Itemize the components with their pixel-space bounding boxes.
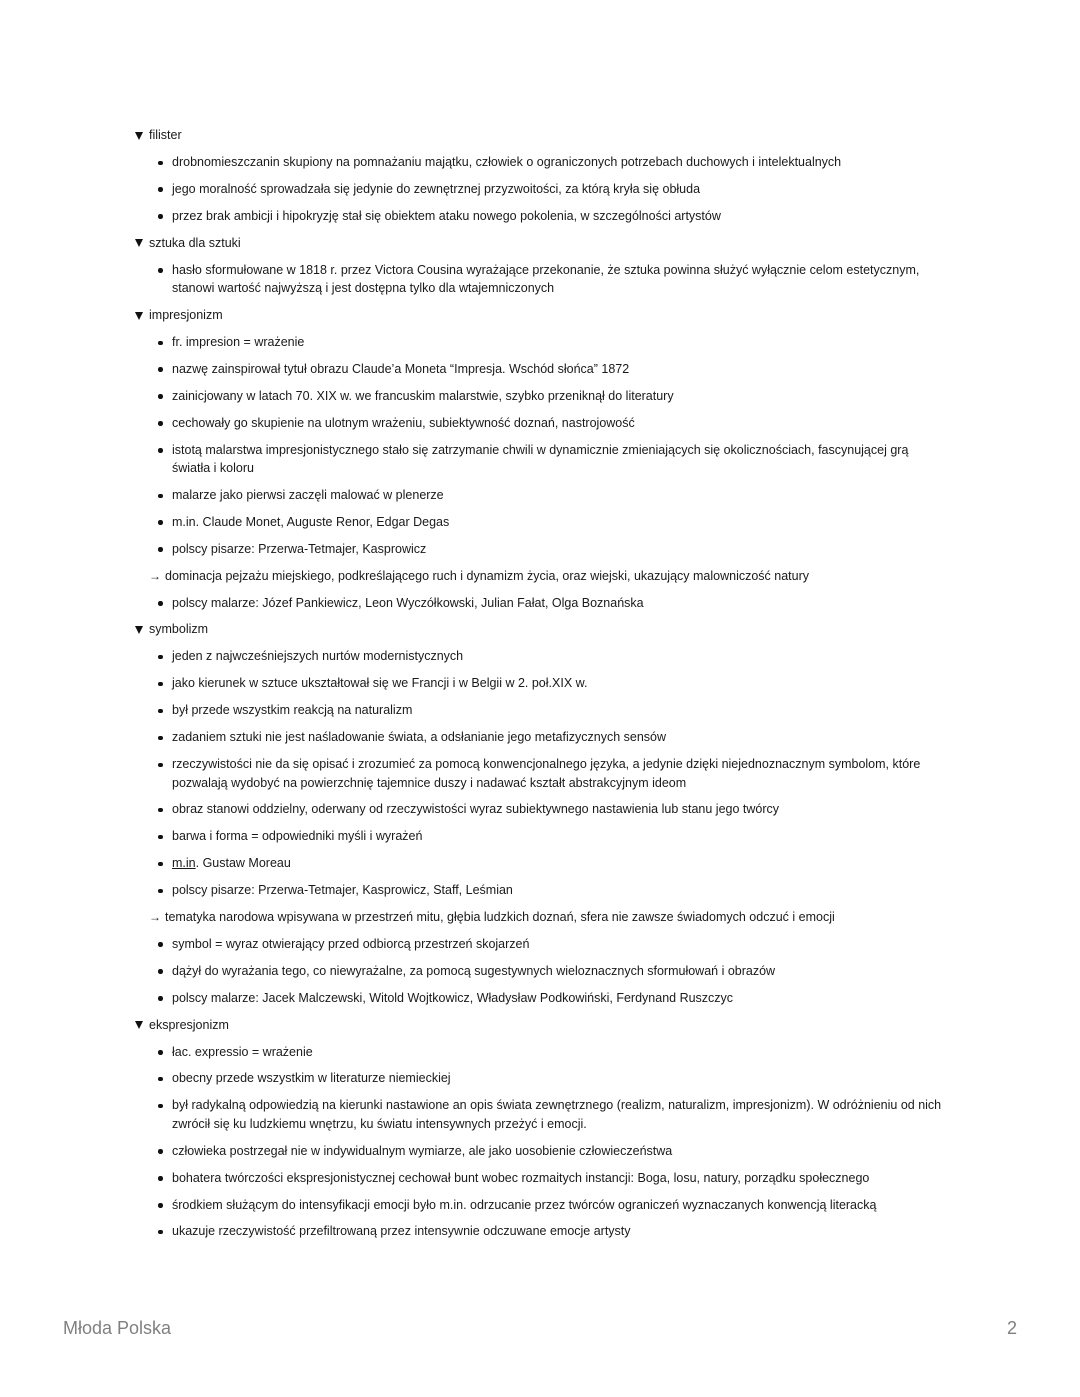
list-item — [135, 153, 950, 172]
list-item — [135, 207, 950, 226]
item-text: polscy malarze: Jacek Malczewski, Witold Wojtkowicz, Władysław Podkowiński, Ferdynand Ruszczyc — [172, 990, 734, 1005]
list-item — [135, 881, 950, 900]
section-filister — [135, 126, 950, 225]
bullet-list — [135, 647, 950, 1007]
item-text: polscy pisarze: Przerwa-Tetmajer, Kasprowicz — [172, 541, 427, 556]
page-number: 2 — [1006, 1318, 1017, 1338]
list-item — [135, 180, 950, 199]
item-text: człowieka postrzegał nie w indywidualnym wymiarze, ale jako uosobienie człowieczeństwa — [172, 1143, 673, 1158]
section-toggle[interactable] — [135, 234, 950, 252]
section-toggle[interactable] — [135, 126, 950, 144]
item-text: symbol = wyraz otwierający przed odbiorcą przestrzeń skojarzeń — [172, 936, 530, 951]
triangle-down-icon[interactable] — [135, 132, 143, 140]
list-item — [135, 540, 950, 559]
item-text: tematyka narodowa wpisywana w przestrzeń mitu, głębia ludzkich doznań, sfera nie zawsze świadomych odczuć i emocji — [165, 909, 835, 924]
section-title: symbolizm — [149, 622, 209, 637]
section-ekspresjonizm — [135, 1016, 950, 1241]
list-item — [135, 647, 950, 666]
list-item — [135, 387, 950, 406]
item-text: drobnomieszczanin skupiony na pomnażaniu majątku, człowiek o ograniczonych potrzebach duchowych i intelektualnych — [172, 155, 842, 169]
list-item — [135, 827, 950, 846]
list-item — [135, 1069, 950, 1088]
list-item — [135, 1169, 950, 1188]
section-toggle[interactable] — [135, 306, 950, 324]
list-item — [135, 486, 950, 505]
arrow-note — [135, 567, 950, 586]
list-item — [135, 594, 950, 613]
list-item — [135, 441, 950, 478]
footer-title: Młoda Polska — [63, 1318, 172, 1338]
item-text: bohatera twórczości ekspresjonistycznej cechował bunt wobec rozmaitych instancji: Boga, losu, natury, porządku społecznego — [172, 1170, 870, 1185]
item-text: polscy malarze: Józef Pankiewicz, Leon Wyczółkowski, Julian Fałat, Olga Boznańska — [172, 595, 644, 610]
list-item — [135, 261, 950, 298]
list-item — [135, 854, 950, 873]
list-item — [135, 1222, 950, 1241]
triangle-down-icon[interactable] — [135, 312, 143, 320]
list-item — [135, 1142, 950, 1161]
item-text: jeden z najwcześniejszych nurtów modernistycznych — [172, 649, 464, 664]
item-text: polscy pisarze: Przerwa-Tetmajer, Kasprowicz, Staff, Leśmian — [172, 883, 513, 898]
item-text: rzeczywistości nie da się opisać i zrozumieć za pomocą konwencjonalnego języka, a jedynie dzięki niejednoznacznym symbolom, które pozwalają wydobyć na powierzchnię tajemnice duszy i nadawać kształt abstrakcyjnym ideom — [172, 757, 921, 790]
item-text: hasło sformułowane w 1818 r. przez Victora Cousina wyrażające przekonanie, że sztuka powinna służyć wyłącznie celom estetycznym, stanowi wartość najwyższą i jest dostępna tylko dla wtajemniczonych — [172, 262, 920, 296]
section-title: ekspresjonizm — [149, 1017, 229, 1032]
item-text: fr. impresion = wrażenie — [172, 335, 305, 350]
item-text: jako kierunek w sztuce ukształtował się we Francji i w Belgii w 2. poł.XIX w. — [172, 676, 588, 691]
item-text: obraz stanowi oddzielny, oderwany od rzeczywistości wyraz subiektywnego nastawienia lub stanu jego twórcy — [172, 802, 780, 817]
item-text: ukazuje rzeczywistość przefiltrowaną przez intensywnie odczuwane emocje artysty — [172, 1224, 631, 1239]
item-text: istotą malarstwa impresjonistycznego stało się zatrzymanie chwili w dynamicznie zmieniających się okolicznościach, fascynującej grą światła i koloru — [172, 442, 909, 476]
triangle-down-icon[interactable] — [135, 239, 143, 247]
list-item — [135, 360, 950, 379]
item-text: zainicjowany w latach 70. XIX w. we francuskim malarstwie, szybko przeniknął do literatury — [172, 388, 674, 403]
bullet-list — [135, 153, 950, 225]
item-text: malarze jako pierwsi zaczęli malować w plenerze — [172, 488, 444, 503]
underlined-text: m.in — [172, 856, 196, 871]
list-item — [135, 800, 950, 819]
item-text: był radykalną odpowiedzią na kierunki nastawione an opis świata zewnętrznego (realizm, naturalizm, impresjonizm). W odróżnieniu od nich zwrócił się ku ludzkiemu wnętrzu, ku światu intensywnych przeżyć i emocji. — [172, 1098, 942, 1131]
list-item — [135, 1096, 950, 1133]
triangle-down-icon[interactable] — [135, 626, 143, 634]
item-text: był przede wszystkim reakcją na naturalizm — [172, 703, 413, 718]
bullet-list — [135, 1043, 950, 1241]
list-item — [135, 935, 950, 954]
section-symbolizm — [135, 620, 950, 1007]
section-toggle[interactable] — [135, 1016, 950, 1034]
arrow-note — [135, 908, 950, 927]
arrow-right-icon: → — [149, 909, 161, 924]
list-item — [135, 962, 950, 981]
document-content — [135, 126, 950, 1249]
item-text: cechowały go skupienie na ulotnym wrażeniu, subiektywność doznań, nastrojowość — [172, 415, 635, 430]
item-text: nazwę zainspirował tytuł obrazu Claude’a Moneta “Impresja. Wschód słońca” 1872 — [172, 361, 630, 376]
section-title: filister — [149, 128, 182, 142]
section-impresjonizm — [135, 306, 950, 612]
list-item — [135, 989, 950, 1008]
bullet-list — [135, 333, 950, 612]
list-item — [135, 701, 950, 720]
section-toggle[interactable] — [135, 620, 950, 638]
list-item — [135, 755, 950, 792]
triangle-down-icon[interactable] — [135, 1021, 143, 1029]
section-sztuka-dla-sztuki — [135, 234, 950, 298]
item-text: jego moralność sprowadzała się jedynie do zewnętrznej przyzwoitości, za którą kryła się obłuda — [172, 181, 701, 196]
section-title: impresjonizm — [149, 308, 223, 323]
list-item — [135, 513, 950, 532]
list-item — [135, 1043, 950, 1062]
item-text: dążył do wyrażania tego, co niewyrażalne, za pomocą sugestywnych wieloznacznych sformułowań i obrazów — [172, 963, 776, 978]
list-item — [135, 674, 950, 693]
item-text: m.in. Claude Monet, Auguste Renor, Edgar Degas — [172, 514, 450, 529]
list-item — [135, 728, 950, 747]
list-item — [135, 414, 950, 433]
item-text: łac. expressio = wrażenie — [172, 1044, 313, 1059]
item-text: zadaniem sztuki nie jest naśladowanie świata, a odsłanianie jego metafizycznych sensów — [172, 730, 667, 745]
list-item — [135, 333, 950, 352]
item-text: . Gustaw Moreau — [195, 856, 291, 871]
item-text: środkiem służącym do intensyfikacji emocji było m.in. odrzucanie przez twórców ograniczeń wyznaczanych konwencją literacką — [172, 1197, 877, 1212]
item-text: dominacja pejzażu miejskiego, podkreślającego ruch i dynamizm życia, oraz wiejski, ukazujący malowniczość natury — [165, 568, 810, 583]
bullet-list — [135, 261, 950, 298]
arrow-right-icon: → — [149, 568, 161, 583]
item-text: barwa i forma = odpowiedniki myśli i wyrażeń — [172, 829, 423, 844]
list-item — [135, 1196, 950, 1215]
section-title: sztuka dla sztuki — [149, 235, 241, 250]
item-text: obecny przede wszystkim w literaturze niemieckiej — [172, 1071, 451, 1086]
item-text: przez brak ambicji i hipokryzję stał się obiektem ataku nowego pokolenia, w szczególności artystów — [172, 208, 721, 223]
